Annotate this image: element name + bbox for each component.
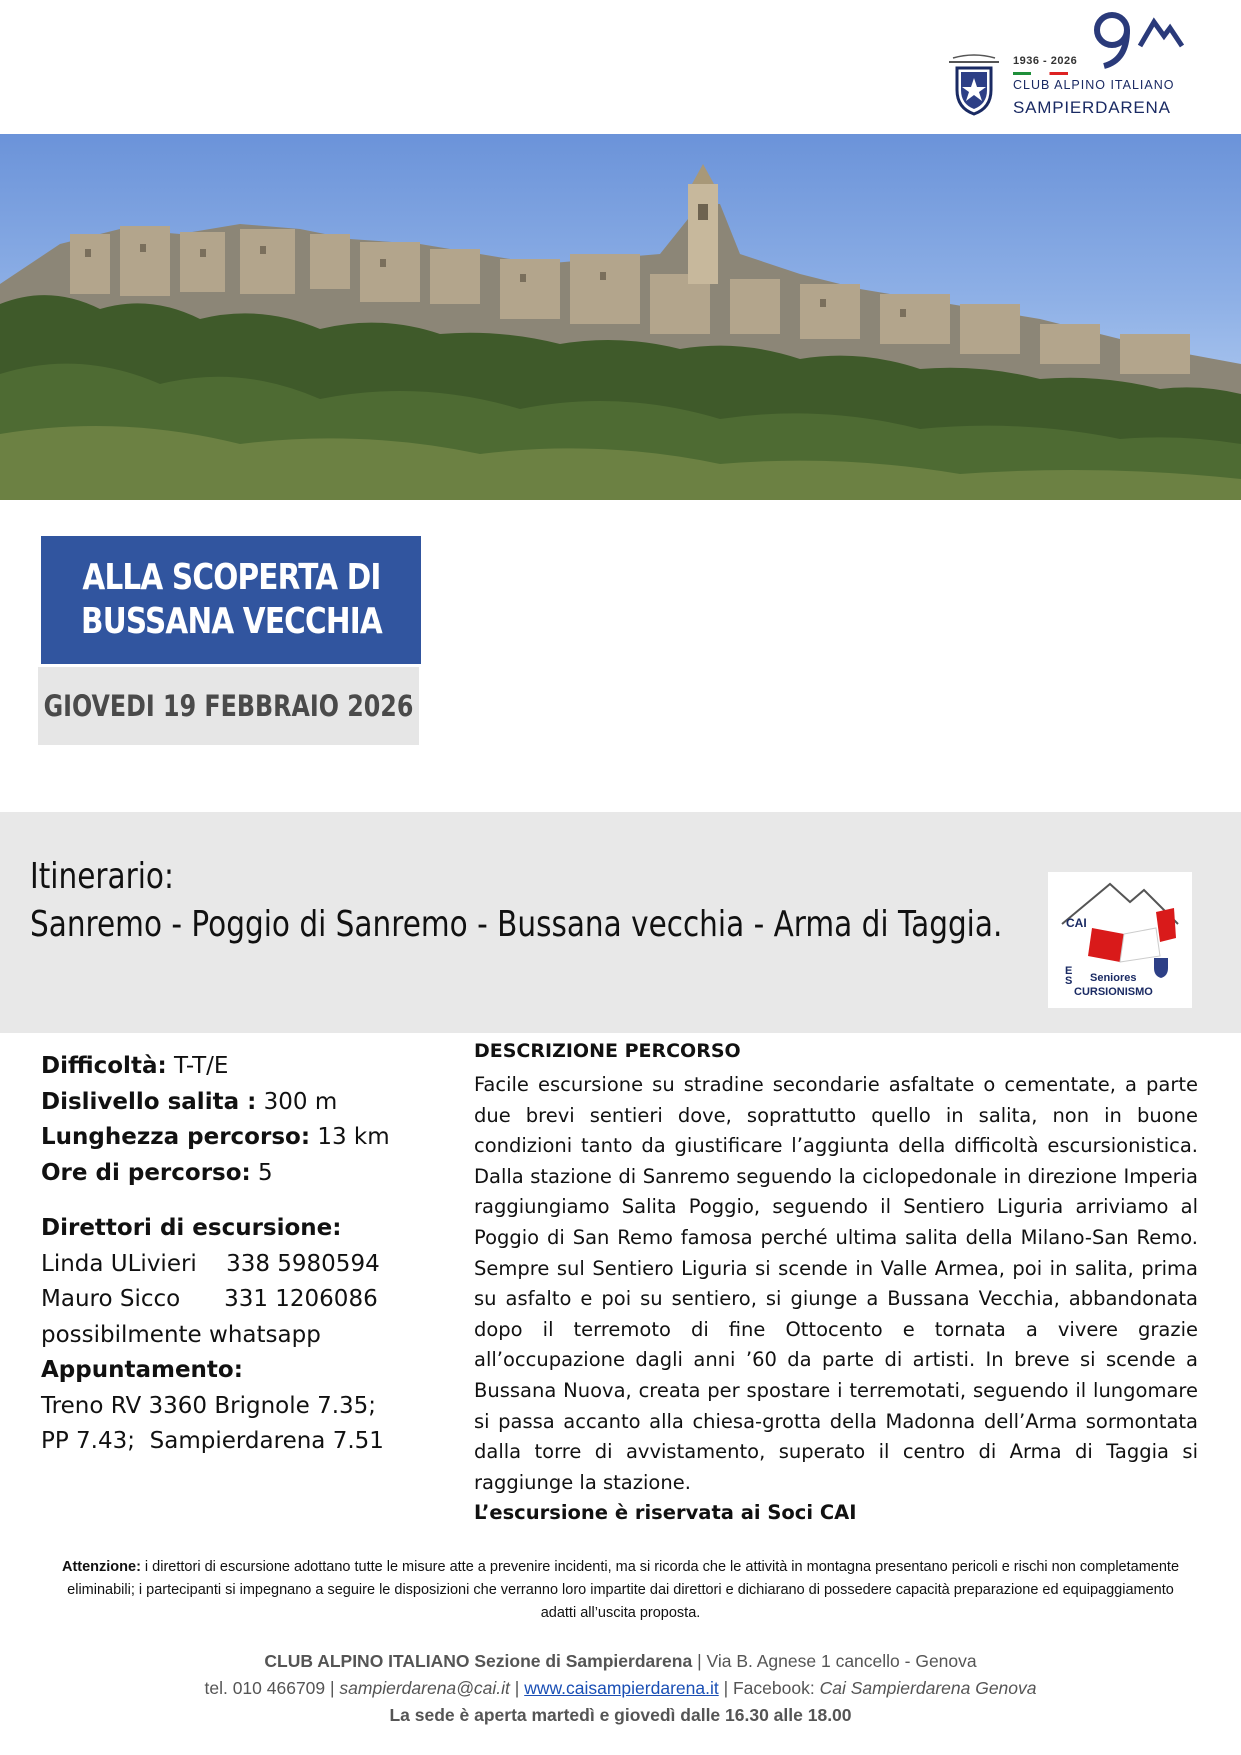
trip-info — [41, 1049, 441, 1460]
safety-disclaimer: Attenzione: i direttori di escursione adottano tutte le misure atte a prevenire incidenti, ma si ricorda che le attività in montagna presentano pericoli e rischi non completamente eliminabili; i partecipanti si impegnano a seguire le disposizioni che verranno loro impartite dai direttori e dichiarano di possedere capacità preparazione ed equipaggiamento adatti all’uscita proposta. — [61, 1559, 1180, 1621]
elevation-gain: Dislivello salita : 300 m — [41, 1088, 338, 1115]
meeting-label: Appuntamento: — [41, 1357, 243, 1383]
directors-label: Direttori di escursione: — [41, 1215, 342, 1241]
footer-facebook[interactable]: Cai Sampierdarena Genova — [819, 1678, 1037, 1698]
director-2: Mauro Sicco 331 1206086 — [41, 1286, 378, 1312]
footer-website-link[interactable]: www.caisampierdarena.it — [524, 1678, 719, 1698]
footer-contact-line: tel. 010 466709 | sampierdarena@cai.it | www.caisampierdarena.it | Facebook: Cai Sampierdarena Genova — [204, 1678, 1037, 1698]
cai-emblem-icon — [945, 54, 1003, 116]
itinerary-route: Sanremo - Poggio di Sanremo - Bussana vecchia - Arma di Taggia. — [30, 904, 1003, 945]
title-line-2: BUSSANA VECCHIA — [80, 601, 382, 642]
event-date — [38, 667, 419, 745]
anniversary-years: 1936 - 2026 — [1013, 55, 1078, 67]
title-line-1: ALLA SCOPERTA DI — [81, 557, 381, 598]
footer — [0, 1648, 1241, 1729]
footer-email[interactable]: sampierdarena@cai.it — [339, 1678, 510, 1698]
director-1: Linda ULivieri 338 5980594 — [41, 1250, 380, 1277]
itinerary-label: Itinerario: — [30, 856, 174, 897]
difficulty: Difficoltà: T-T/E — [41, 1053, 229, 1079]
meeting-train: Treno RV 3360 Brignole 7.35; — [41, 1392, 377, 1419]
event-title — [41, 536, 421, 664]
cai-sampierdarena-logo — [945, 10, 1185, 115]
section-name: SAMPIERDARENA — [1013, 98, 1171, 117]
footer-hours: La sede è aperta martedì e giovedì dalle 16.30 alle 18.00 — [389, 1705, 852, 1725]
walking-hours: Ore di percorso: 5 — [41, 1159, 273, 1186]
club-name: CLUB ALPINO ITALIANO — [1013, 78, 1175, 92]
meeting-stops: PP 7.43; Sampierdarena 7.51 — [41, 1428, 384, 1454]
route-length: Lunghezza percorso: 13 km — [41, 1124, 390, 1150]
badge-letters: E S — [1065, 965, 1073, 987]
badge-seniores: Seniores — [1090, 972, 1137, 984]
ninety-anniversary-icon — [1090, 10, 1185, 76]
description-body: Facile escursione su stradine secondarie asfaltate o cementate, a parte due brevi sentieri dove, soprattutto quello in salita, non in buone condizioni tanto da giustificare l’aggiunta della difficoltà escursionistica. Dalla stazione di Sanremo seguendo la ciclopedonale in direzione Imperia raggiungiamo Salita Poggio, seguendo il Sentiero Liguria arriviamo al Poggio di San Remo famosa perché ultima salita della Milano-San Remo. Sempre sul Sentiero Liguria si scende in Valle Armea, poi in salita, prima su asfalto e poi su sentiero, si giunge a Bussana Vecchia, abbandonata dopo il terremoto di fine Ottocento e tornata a vivere grazie all’occupazione dagli anni ’60 da parte di artisti. In breve si scende a Bussana Nuova, creata per spostare i terremotati, seguendo il lungomare si passa accanto alla chiesa-grotta della Madonna dell’Arma sormontata dalla torre di avvistamento, superato il centro di Arma di Taggia si raggiunge la stazione. — [474, 1073, 1198, 1494]
badge-cai: CAI — [1066, 916, 1087, 930]
whatsapp-note: possibilmente whatsapp — [41, 1321, 321, 1348]
badge-cursionismo: CURSIONISMO — [1074, 986, 1153, 998]
description-heading: DESCRIZIONE PERCORSO — [474, 1040, 741, 1062]
event-date-text: GIOVEDI 19 FEBBRAIO 2026 — [43, 689, 414, 723]
footer-address-line: CLUB ALPINO ITALIANO Sezione di Sampierdarena | Via B. Agnese 1 cancello - Genova — [264, 1651, 977, 1671]
route-description — [474, 1036, 1198, 1528]
members-only-note: L’escursione è riservata ai Soci CAI — [474, 1501, 857, 1525]
hero-photo-bussana-vecchia — [0, 134, 1241, 500]
italian-flag-stripe — [1013, 72, 1068, 75]
seniores-escursionismo-logo — [1048, 872, 1192, 1008]
